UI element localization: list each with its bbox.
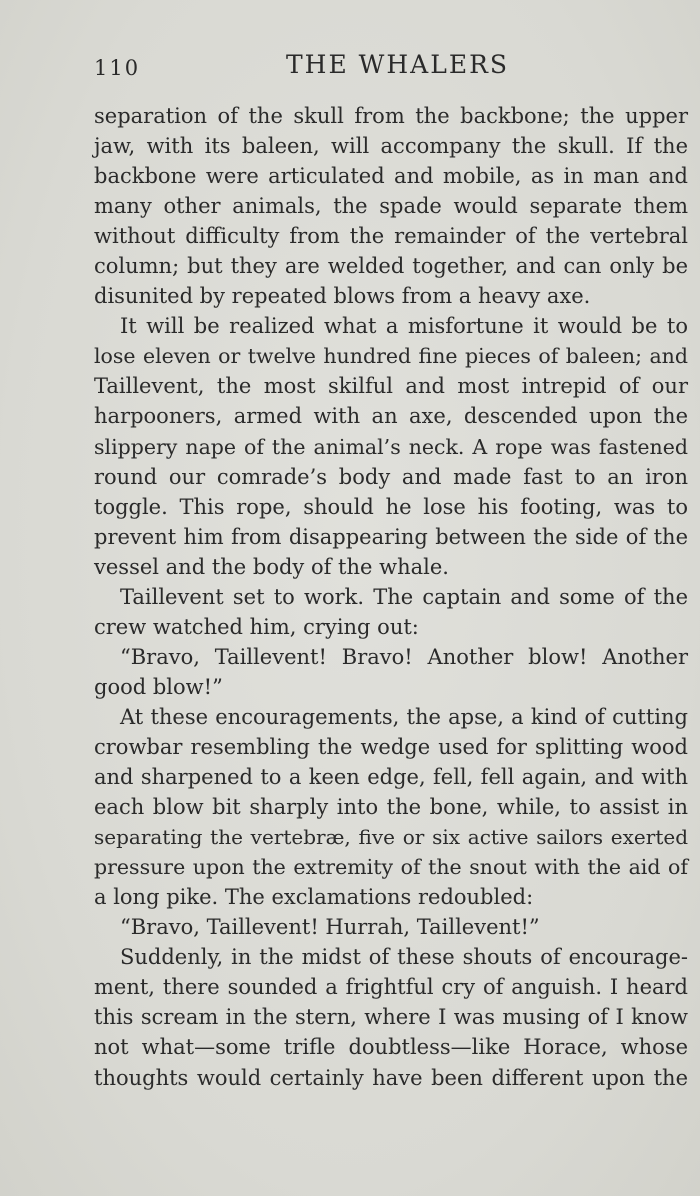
text-line: column; but they are welded together, and can only be [94, 254, 688, 279]
text-line: “Bravo, Taillevent! Hurrah, Taillevent!” [120, 915, 540, 940]
text-line: this scream in the stern, where I was musing of I know [94, 1005, 688, 1030]
text-line: Suddenly, in the midst of these shouts of encourage- [120, 945, 688, 970]
text-line: good blow!” [94, 674, 223, 699]
text-line: At these encouragements, the apse, a kind of cutting [120, 704, 688, 729]
text-line: Taillevent, the most skilful and most intrepid of our [94, 374, 688, 399]
text-line: It will be realized what a misfortune it would be to [120, 314, 688, 339]
text-line: crew watched him, crying out: [94, 614, 419, 639]
text-line: toggle. This rope, should he lose his footing, was to [94, 494, 688, 519]
text-line: pressure upon the extremity of the snout with the aid of [94, 855, 688, 880]
text-line: jaw, with its baleen, will accompany the skull. If the [94, 134, 688, 159]
text-line: lose eleven or twelve hundred fine pieces of baleen; and [94, 344, 688, 369]
text-line: and sharpened to a keen edge, fell, fell again, and with [94, 765, 688, 790]
body-text [94, 101, 688, 1093]
text-line: thoughts would certainly have been different upon the [94, 1065, 688, 1090]
text-line: prevent him from disappearing between the side of the [94, 524, 688, 549]
text-line: not what—some trifle doubtless—like Horace, whose [94, 1035, 688, 1060]
page-header [94, 50, 688, 86]
text-line: vessel and the body of the whale. [94, 554, 449, 579]
text-line: many other animals, the spade would separate them [94, 194, 688, 219]
running-head: THE WHALERS [286, 50, 510, 79]
text-line: a long pike. The exclamations redoubled: [94, 885, 534, 910]
text-line: ment, there sounded a frightful cry of anguish. I heard [94, 975, 688, 1000]
text-line: separation of the skull from the backbone; the upper [94, 104, 688, 128]
text-line: each blow bit sharply into the bone, while, to assist in [94, 795, 688, 820]
text-line: separating the vertebræ, five or six active sailors exerted [94, 825, 688, 850]
text-line: without difficulty from the remainder of the vertebral [94, 224, 688, 249]
page-number: 110 [94, 56, 141, 80]
text-line: backbone were articulated and mobile, as in man and [94, 164, 688, 189]
text-line: Taillevent set to work. The captain and some of the [120, 584, 688, 609]
text-line: round our comrade’s body and made fast to an iron [94, 464, 688, 489]
text-line: “Bravo, Taillevent! Bravo! Another blow! Another [120, 644, 688, 669]
text-line: harpooners, armed with an axe, descended upon the [94, 404, 688, 429]
text-line: crowbar resembling the wedge used for splitting wood [94, 734, 688, 759]
text-line: slippery nape of the animal’s neck. A rope was fastened [94, 434, 688, 459]
text-line: disunited by repeated blows from a heavy axe. [94, 284, 591, 309]
